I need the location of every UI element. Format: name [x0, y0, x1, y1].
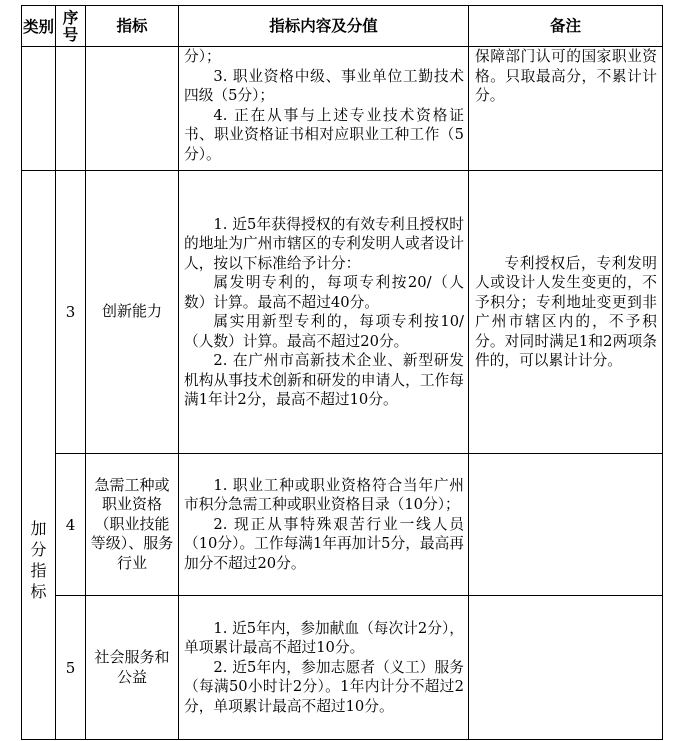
table-row [22, 171, 663, 454]
header-indicator: 指标 [86, 6, 179, 47]
header-remark: 备注 [469, 6, 663, 47]
indicator-cell: 社会服务和公益 [86, 596, 179, 740]
content-line: 2. 在广州市高新技术企业、新型研发机构从事技术创新和研发的申请人，工作每满1年计2分，最高不超过10分。 [184, 352, 464, 408]
content-line: 属实用新型专利的，每项专利按10/（人数）计算。最高不超过20分。 [184, 313, 464, 350]
remark-text: 专利授权后，专利发明人或设计人发生变更的，不予积分；专利地址变更到非广州市辖区内的，不予积分。对同时满足1和2两项条件的，可以累计计分。 [475, 254, 657, 369]
header-row [22, 6, 663, 47]
category-cell [22, 47, 56, 171]
content-line: 1. 近5年获得授权的有效专利且授权时的地址为广州市辖区的专利发明人或者设计人，按以下标准给予计分： [184, 215, 464, 272]
content-line: 4. 正在从事与上述专业技术资格证书、职业资格证书相对应职业工种工作（5分）。 [184, 106, 464, 163]
number-cell: 4 [56, 454, 86, 596]
category-label: 加分指标 [30, 519, 47, 601]
content-cell [179, 596, 469, 740]
content-line: 属发明专利的，每项专利按20/（人数）计算。最高不超过40分。 [184, 274, 464, 311]
table-row [22, 596, 663, 740]
header-number: 序号 [56, 6, 86, 47]
remark-text: 保障部门认可的国家职业资格。只取最高分，不累计计分。 [475, 48, 657, 104]
content-line: 1. 职业工种或职业资格符合当年广州市积分急需工种或职业资格目录（10分）； [184, 476, 464, 514]
header-category: 类别 [22, 6, 56, 47]
table-row [22, 47, 663, 171]
indicator-cell [86, 47, 179, 171]
table-row [22, 454, 663, 596]
content-line: 2. 近5年内，参加志愿者（义工）服务（每满50小时计2分）。1年内计分不超过2分，单项累计最高不超过10分。 [184, 658, 464, 715]
number-cell: 3 [56, 171, 86, 454]
content-cell [179, 171, 469, 454]
content-cell [179, 47, 469, 171]
indicator-cell: 创新能力 [86, 171, 179, 454]
number-cell [56, 47, 86, 171]
header-content: 指标内容及分值 [179, 6, 469, 47]
remark-cell [469, 454, 663, 596]
content-line: 1. 近5年内，参加献血（每次计2分），单项累计最高不超过10分。 [184, 619, 464, 657]
content-line: 3. 职业资格中级、事业单位工勤技术四级（5分）； [184, 67, 464, 104]
number-cell: 5 [56, 596, 86, 740]
content-line: 2. 现正从事特殊艰苦行业一线人员（10分）。工作每满1年再加计5分，最高再加分不超过20分。 [184, 515, 464, 572]
scoring-table [21, 5, 663, 740]
remark-cell [469, 596, 663, 740]
category-cell-bonus [22, 171, 56, 740]
remark-cell [469, 47, 663, 171]
content-line: 分）； [184, 48, 221, 65]
content-cell [179, 454, 469, 596]
remark-cell [469, 171, 663, 454]
indicator-cell: 急需工种或职业资格（职业技能等级）、服务行业 [86, 454, 179, 596]
